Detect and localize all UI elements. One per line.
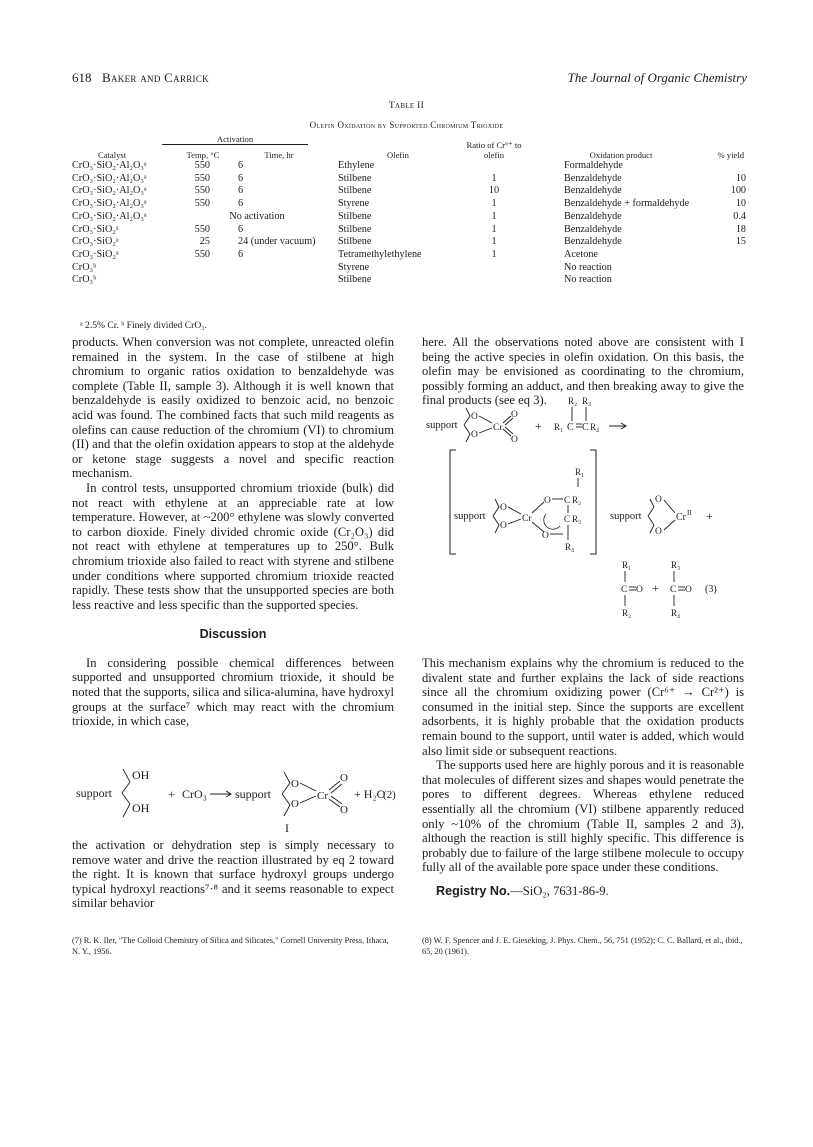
table-cell-temp: 550 [194,198,210,210]
eq2-o-top: O [291,778,299,790]
eq3-c: C [564,514,571,524]
table-cell-yield [712,274,748,287]
col-yield-header: % yield [717,150,744,160]
table-cell-ratio: 1 [491,223,497,235]
table-cell-catalyst: CrO₃·SiO₂·Al₂O₃ᵃ [72,185,147,197]
table-cell-catalyst: CrO₃ᵇ [72,261,97,273]
footnote-8: (8) W. F. Spencer and J. E. Gieseking, J. Phys. Chem., 56, 751 (1952); C. C. Ballard, et al., ibid., 65, 20 (1961). [422,936,743,956]
eq3-c: C [564,496,571,506]
page-number: 618 [72,70,92,85]
table-cell-time: 24 (under vacuum) [238,236,316,248]
table-cell-time [220,274,338,287]
eq3-o: O [471,430,478,440]
eq3-support-label-2: support [454,511,486,522]
table-row [72,274,748,287]
eq3-r3: R₃ [582,396,592,406]
right-column-continued [422,656,744,899]
eq3-r2: R₂ [568,396,578,406]
table-cell-olefin: Ethylene [338,160,375,171]
eq2-oh-bottom: OH [132,801,150,815]
table-cell-product: Benzaldehyde [564,223,622,235]
eq3-o: O [500,503,507,513]
table-cell-catalyst: CrO₃·SiO₂ᵃ [72,248,119,260]
table-cell-olefin: Stilbene [338,236,372,248]
eq3-o: O [542,531,549,541]
eq2-o-right-top: O [340,772,348,784]
registry-label: Registry No. [436,883,511,898]
eq3-cr: Cr [522,514,532,524]
table-cell-time: 6 [238,172,244,184]
col-ratio-header: Ratio of Cr⁶⁺ to olefin [466,140,522,160]
eq2-compound-label: I [285,821,289,835]
table-cell-yield: 10 [735,172,746,184]
eq3-o: O [471,412,478,422]
eq3-r3: R₃ [671,560,681,570]
table-cell-product: Benzaldehyde [564,210,622,222]
data-table [72,140,748,287]
table-cell-catalyst: CrO₃·SiO₂·Al₂O₃ᵃ [72,172,147,184]
eq3-o: O [500,521,507,531]
table-cell-olefin: Stilbene [338,185,372,197]
eq2-cro3: CrO₃ [182,787,207,801]
eq3-o: O [511,435,518,445]
table-cell-yield: 10 [735,198,746,210]
paragraph: In considering possible chemical differences between supported and unsupported chromium trioxide, it should be noted that the supports, silica and silica-alumina, have hydroxyl groups at the surface⁷ which may react with the chromium trioxide, in which case, [72,655,394,729]
eq2-plus: + [168,787,175,801]
eq3-r3: R₃ [572,514,582,524]
table-cell-catalyst: CrO₃·SiO₂·Al₂O₃ᵃ [72,160,147,171]
table-cell-product: Formaldehyde [564,160,623,171]
table-cell-yield [712,249,748,262]
eq3-r2: R₂ [572,495,582,505]
paragraph: products. When conversion was not complete, unreacted olefin remained in the system. In the case of stilbene at high chromium to organic ratios oxidation to benzaldehyde was complete (Table II, sample 3). Although it is well known that benzaldehyde is easily oxidized to benzoic acid, no benzoic acid was found. The combined facts that such mild reagents as olefins can cause reduction of the chromium (VI) to chromium (II) and that the olefin oxidation appears to stop at the aldehyde or ketone stage suggests a novel and specific reaction mechanism. [72,335,394,481]
eq2-oh-top: OH [132,768,150,782]
eq3-r1: R₁ [575,467,585,477]
table-cell-ratio: 1 [491,248,497,260]
table-cell-yield: 18 [735,223,746,235]
paragraph: the activation or dehydration step is simply necessary to remove water and drive the reaction illustrated by eq 2 toward the right. It is known that surface hydroxyl groups undergo typical hydroxyl reactions⁷·⁸ and it seems reasonable to expect similar behavior [72,838,394,911]
eq2-o-right-bottom: O [340,804,348,816]
eq3-c: C [582,422,589,433]
col-olefin-header: Olefin [387,150,409,160]
activation-header: Activation [162,134,308,145]
table-cell-temp [186,274,220,287]
table-label: Table II [388,101,425,111]
equation-2 [72,752,402,836]
table-cell-catalyst: CrO₃·SiO₂ᵃ [72,236,119,248]
eq2-o-bottom: O [291,798,299,810]
eq3-r1: R₁ [622,560,632,570]
eq3-plus: + [535,419,542,433]
table-cell-ratio: 10 [488,185,500,197]
table-cell-olefin: Stilbene [338,210,372,222]
table-cell-product: Acetone [564,248,598,260]
eq3-r4: R₄ [565,542,575,552]
table-title: Olefin Oxidation by Supported Chromium Trioxide [309,120,504,130]
journal-title: The Journal of Organic Chemistry [567,70,747,85]
eq2-water: + H₂O [354,787,386,801]
eq3-support-label: support [426,420,458,431]
paragraph: This mechanism explains why the chromium is reduced to the divalent state and further explains the lack of side reactions since all the chromium oxidizing power (Cr⁶⁺ → Cr²⁺) is consumed in the initial step. Since the supports are excellent adsorbents, it is highly probable that the oxidation products remain bound to the support, until water is added, which would also limit side or subsequent reactions. [422,656,744,758]
paragraph: In control tests, unsupported chromium trioxide (bulk) did not react with ethylene at an appreciable rate at low temperature. However, at ~200° ethylene was slowly converted to carbon dioxide. Finely divided chromic oxide (Cr₂O₃) did not react with ethylene at temperatures up to 250°. Bulk chromium trioxide also failed to react with styrene and stilbene under conditions where supported chromium trioxide reacted rapidly. These tests show that the unsupported species are both less reactive and less specific than the supported species. [72,480,394,612]
table-row [72,249,748,262]
eq3-o: O [655,527,662,537]
paragraph: here. All the observations noted above are consistent with I being the active species in olefin oxidation. On this basis, the olefin may be envisioned as coordinating to the chromium, possibly forming an adduct, and then breaking away to give the final products (see eq 3). [422,335,744,408]
eq2-number: (2) [383,789,396,801]
table-cell-time: 6 [238,248,244,260]
section-heading-discussion: Discussion [199,627,267,642]
eq3-o: O [655,495,662,505]
table-cell-product: Benzaldehyde [564,172,622,184]
eq3-support-label-3: support [610,511,642,522]
eq3-c: C [621,585,628,595]
paragraph: The supports used here are highly porous and it is reasonable that molecules of different sizes and shapes would penetrate the pores to different degrees. Whereas ethylene reduced essentially all the chromium (VI) stilbene apparently reduced only ~10% of the chromium (Table II, samples 2 and 3), although the reaction is still highly specific. This difference is probably due to failure of the large stilbene molecule to occupy fully all of the available pore space under these conditions. [422,758,744,875]
table-cell-temp: 550 [194,185,210,197]
table-cell-temp: 25 [199,236,210,248]
table-cell-yield [712,262,748,275]
table-row [72,224,748,237]
eq2-support-label: support [76,786,112,800]
table-cell-product: No reaction [564,274,612,286]
table-cell-catalyst: CrO₃·SiO₂·Al₂O₃ᵃ [72,198,147,210]
table-cell-olefin: Tetramethylethylene [338,248,422,260]
table-footnote: ᵃ 2.5% Cr. ᵇ Finely divided CrO₃. [80,320,207,331]
table-cell-temp: No activation [229,210,285,222]
table-cell-ratio: 1 [491,210,497,222]
registry-text: —SiO₂, 7631-86-9. [510,883,609,898]
table-cell-ratio [458,160,530,173]
table-cell-olefin: Stilbene [338,274,372,286]
table-cell-olefin: Styrene [338,198,370,210]
eq2-cr: Cr [317,790,328,802]
table-cell-catalyst: CrO₃·SiO₂ᵃ [72,223,119,235]
eq3-o: O [636,585,643,595]
table-cell-time: 6 [238,223,244,235]
table-cell-ratio: 1 [491,172,497,184]
eq3-cr-ii-superscript: II [687,509,692,517]
table-cell-ratio [458,274,530,287]
table-cell-temp: 550 [194,223,210,235]
table-cell-time: 6 [238,185,244,197]
table-row [72,198,748,211]
table-row [72,211,748,224]
eq3-plus: + [652,581,659,595]
left-column [72,335,394,729]
col-temp-header: Temp, °C [186,150,220,160]
table-cell-time: 6 [238,160,244,171]
eq3-r2: R₂ [622,608,632,618]
table-cell-time: 6 [238,198,244,210]
eq3-c: C [670,585,677,595]
eq3-o: O [544,496,551,506]
equation-3 [422,392,752,652]
table-cell-temp: 550 [194,172,210,184]
table-cell-ratio: 1 [491,198,497,210]
table-row [72,185,748,198]
table-row [72,173,748,186]
eq3-cr-ii: Cr [676,512,686,523]
col-product-header: Oxidation product [589,150,653,160]
table-row [72,160,748,173]
table-cell-ratio: 1 [491,236,497,248]
col-catalyst-header: Catalyst [98,150,127,160]
table-cell-ratio [458,262,530,275]
registry-line [422,884,744,899]
eq3-plus: + [706,509,713,523]
eq3-r4: R₄ [590,422,600,432]
eq3-cr: Cr [493,423,503,433]
table-cell-catalyst: CrO₃·SiO₂·Al₂O₃ᵃ [72,210,147,222]
running-authors: Baker and Carrick [102,70,209,85]
table-cell-product: Benzaldehyde + formaldehyde [564,198,690,210]
table-cell-yield: 15 [735,236,746,248]
eq3-r4: R₄ [671,608,681,618]
table-cell-time [220,262,338,275]
table-cell-yield [712,160,748,173]
table-cell-yield: 0.4 [733,210,746,222]
eq3-o: O [685,585,692,595]
table-cell-catalyst: CrO₃ᵇ [72,274,97,286]
table-header-row [72,140,748,160]
table-cell-olefin: Styrene [338,261,370,273]
table-row [72,236,748,249]
table-cell-temp: 550 [194,248,210,260]
table-cell-temp: 550 [194,160,210,171]
table-cell-temp [186,262,220,275]
eq3-o: O [511,410,518,420]
table-cell-olefin: Stilbene [338,172,372,184]
table-row [72,262,748,275]
eq2-support-label-2: support [235,787,271,801]
eq3-number: (3) [705,584,717,595]
table-cell-product: Benzaldehyde [564,236,622,248]
eq3-c: C [567,422,574,433]
table-cell-product: No reaction [564,261,612,273]
table-cell-product: Benzaldehyde [564,185,622,197]
table-cell-yield: 100 [730,185,746,197]
eq3-r1: R₁ [554,422,564,432]
table-cell-olefin: Stilbene [338,223,372,235]
left-column-continued [72,838,394,911]
footnote-7: (7) R. K. Iler, "The Colloid Chemistry of Silica and Silicates," Cornell University Press, Ithaca, N. Y., 1956. [72,936,389,956]
col-time-header: Time, hr [264,150,294,160]
